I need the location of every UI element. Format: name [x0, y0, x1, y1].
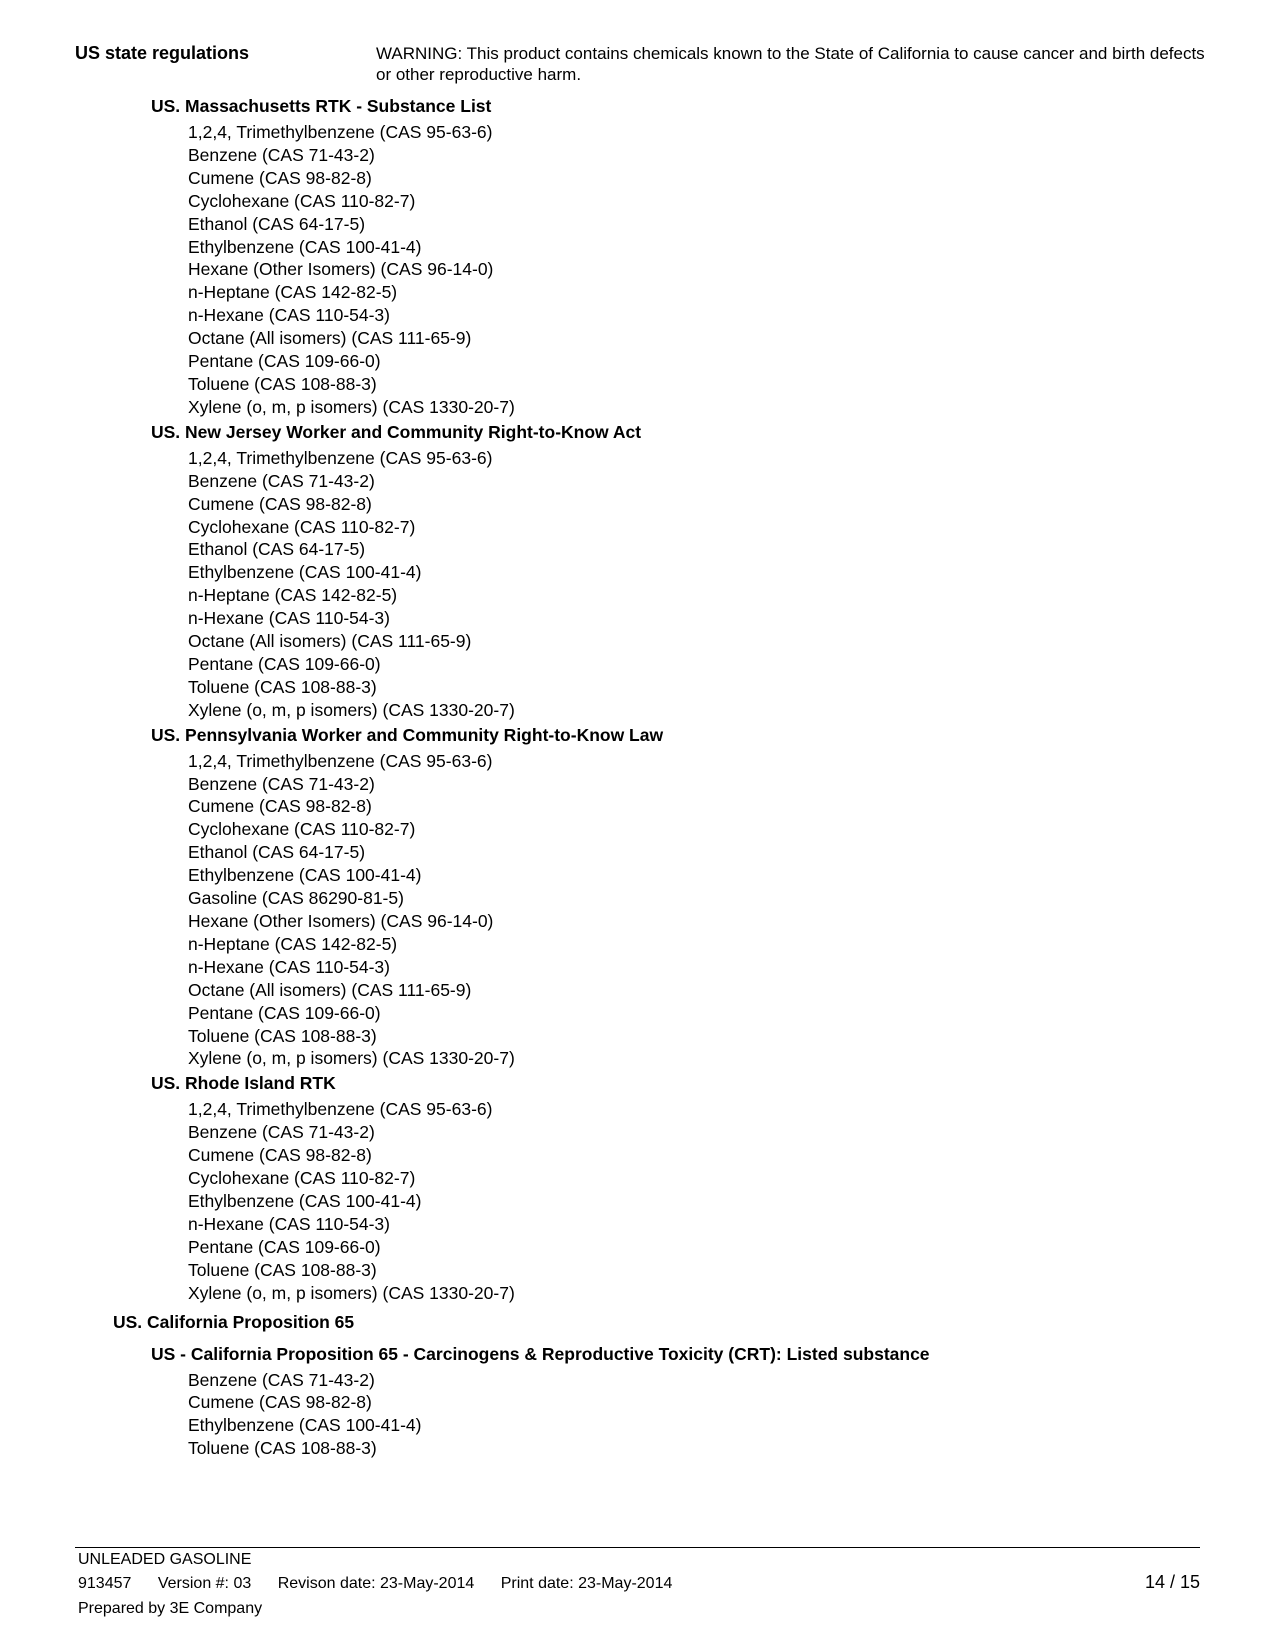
prop65-title: US. California Proposition 65	[113, 1311, 355, 1332]
footer-product: UNLEADED GASOLINE	[78, 1551, 252, 1568]
substance-item: Hexane (Other Isomers) (CAS 96-14-0)	[188, 259, 494, 280]
substance-item: Toluene (CAS 108-88-3)	[188, 1259, 377, 1280]
substance-item: n-Heptane (CAS 142-82-5)	[188, 282, 398, 303]
substance-item: Benzene (CAS 71-43-2)	[188, 1369, 375, 1390]
footer-prepared-by: Prepared by 3E Company	[78, 1600, 263, 1617]
substance-item: Cumene (CAS 98-82-8)	[188, 796, 372, 817]
substance-item: Ethylbenzene (CAS 100-41-4)	[188, 1190, 422, 1211]
substance-item: Toluene (CAS 108-88-3)	[188, 1438, 377, 1459]
substance-item: Ethanol (CAS 64-17-5)	[188, 539, 366, 560]
substance-item: Cumene (CAS 98-82-8)	[188, 493, 372, 514]
substance-item: Cyclohexane (CAS 110-82-7)	[188, 819, 416, 840]
substance-item: Cyclohexane (CAS 110-82-7)	[188, 1168, 416, 1189]
substance-item: Xylene (o, m, p isomers) (CAS 1330-20-7)	[188, 1048, 515, 1069]
substance-item: Octane (All isomers) (CAS 111-65-9)	[188, 328, 472, 349]
substance-item: Ethylbenzene (CAS 100-41-4)	[188, 562, 422, 583]
substance-item: Ethylbenzene (CAS 100-41-4)	[188, 865, 422, 886]
substance-item: Xylene (o, m, p isomers) (CAS 1330-20-7)	[188, 1282, 515, 1303]
substance-item: n-Heptane (CAS 142-82-5)	[188, 933, 398, 954]
substance-item: Benzene (CAS 71-43-2)	[188, 1122, 375, 1143]
footer-doc-info	[78, 1575, 694, 1593]
substance-item: Benzene (CAS 71-43-2)	[188, 773, 375, 794]
footer-print-date: Print date: 23-May-2014	[500, 1575, 673, 1592]
substance-item: Pentane (CAS 109-66-0)	[188, 653, 381, 674]
substance-item: Pentane (CAS 109-66-0)	[188, 1236, 381, 1257]
substance-item: Cumene (CAS 98-82-8)	[188, 167, 372, 188]
substance-item: n-Hexane (CAS 110-54-3)	[188, 956, 390, 977]
warning-text: WARNING: This product contains chemicals known to the State of California to cause cancer and birth defects or other reproductive harm.	[376, 44, 1205, 84]
substance-item: 1,2,4, Trimethylbenzene (CAS 95-63-6)	[188, 447, 493, 468]
substance-item: Hexane (Other Isomers) (CAS 96-14-0)	[188, 911, 494, 931]
page-number: 14 / 15	[1144, 1572, 1200, 1592]
substance-item: Octane (All isomers) (CAS 111-65-9)	[188, 631, 472, 652]
regulation-list-title: US. Massachusetts RTK - Substance List	[151, 96, 492, 116]
substance-item: Xylene (o, m, p isomers) (CAS 1330-20-7)	[188, 396, 515, 417]
footer-divider	[75, 1547, 1200, 1548]
substance-item: Benzene (CAS 71-43-2)	[188, 144, 375, 165]
substance-item: Xylene (o, m, p isomers) (CAS 1330-20-7)	[188, 699, 515, 720]
footer-doc-number: 913457	[78, 1575, 132, 1592]
footer-revision-date: Revison date: 23-May-2014	[277, 1575, 475, 1592]
substance-item: 1,2,4, Trimethylbenzene (CAS 95-63-6)	[188, 1099, 493, 1120]
substance-item: n-Hexane (CAS 110-54-3)	[188, 608, 390, 629]
substance-item: Toluene (CAS 108-88-3)	[188, 373, 377, 394]
substance-item: Gasoline (CAS 86290-81-5)	[188, 888, 404, 909]
substance-item: Benzene (CAS 71-43-2)	[188, 470, 375, 491]
section-label: US state regulations	[75, 43, 250, 63]
substance-item: Cumene (CAS 98-82-8)	[188, 1392, 372, 1413]
regulations-content	[0, 93, 1275, 1460]
footer-version: Version #: 03	[157, 1575, 252, 1592]
substance-item: n-Hexane (CAS 110-54-3)	[188, 305, 390, 326]
substance-item: n-Hexane (CAS 110-54-3)	[188, 1213, 390, 1234]
substance-item: Pentane (CAS 109-66-0)	[188, 1002, 381, 1023]
substance-item: Cyclohexane (CAS 110-82-7)	[188, 190, 416, 211]
substance-item: Octane (All isomers) (CAS 111-65-9)	[188, 979, 472, 1000]
substance-item: Cumene (CAS 98-82-8)	[188, 1145, 372, 1166]
substance-item: 1,2,4, Trimethylbenzene (CAS 95-63-6)	[188, 750, 493, 771]
regulation-list-title: US. Pennsylvania Worker and Community Right-to-Know Law	[151, 724, 664, 745]
regulation-list-title: US. Rhode Island RTK	[151, 1073, 336, 1094]
regulation-list-title: US. New Jersey Worker and Community Right-to-Know Act	[151, 421, 642, 442]
substance-item: Cyclohexane (CAS 110-82-7)	[188, 516, 416, 537]
substance-item: Ethylbenzene (CAS 100-41-4)	[188, 236, 422, 257]
substance-item: Toluene (CAS 108-88-3)	[188, 1025, 377, 1046]
prop65-subtitle: US - California Proposition 65 - Carcinogens & Reproductive Toxicity (CRT): Listed substance	[151, 1343, 930, 1364]
substance-item: n-Heptane (CAS 142-82-5)	[188, 585, 398, 606]
substance-item: Ethylbenzene (CAS 100-41-4)	[188, 1415, 422, 1436]
substance-item: Ethanol (CAS 64-17-5)	[188, 213, 366, 234]
substance-item: 1,2,4, Trimethylbenzene (CAS 95-63-6)	[188, 122, 493, 142]
substance-item: Ethanol (CAS 64-17-5)	[188, 842, 366, 863]
substance-item: Toluene (CAS 108-88-3)	[188, 676, 377, 697]
substance-item: Pentane (CAS 109-66-0)	[188, 351, 381, 372]
